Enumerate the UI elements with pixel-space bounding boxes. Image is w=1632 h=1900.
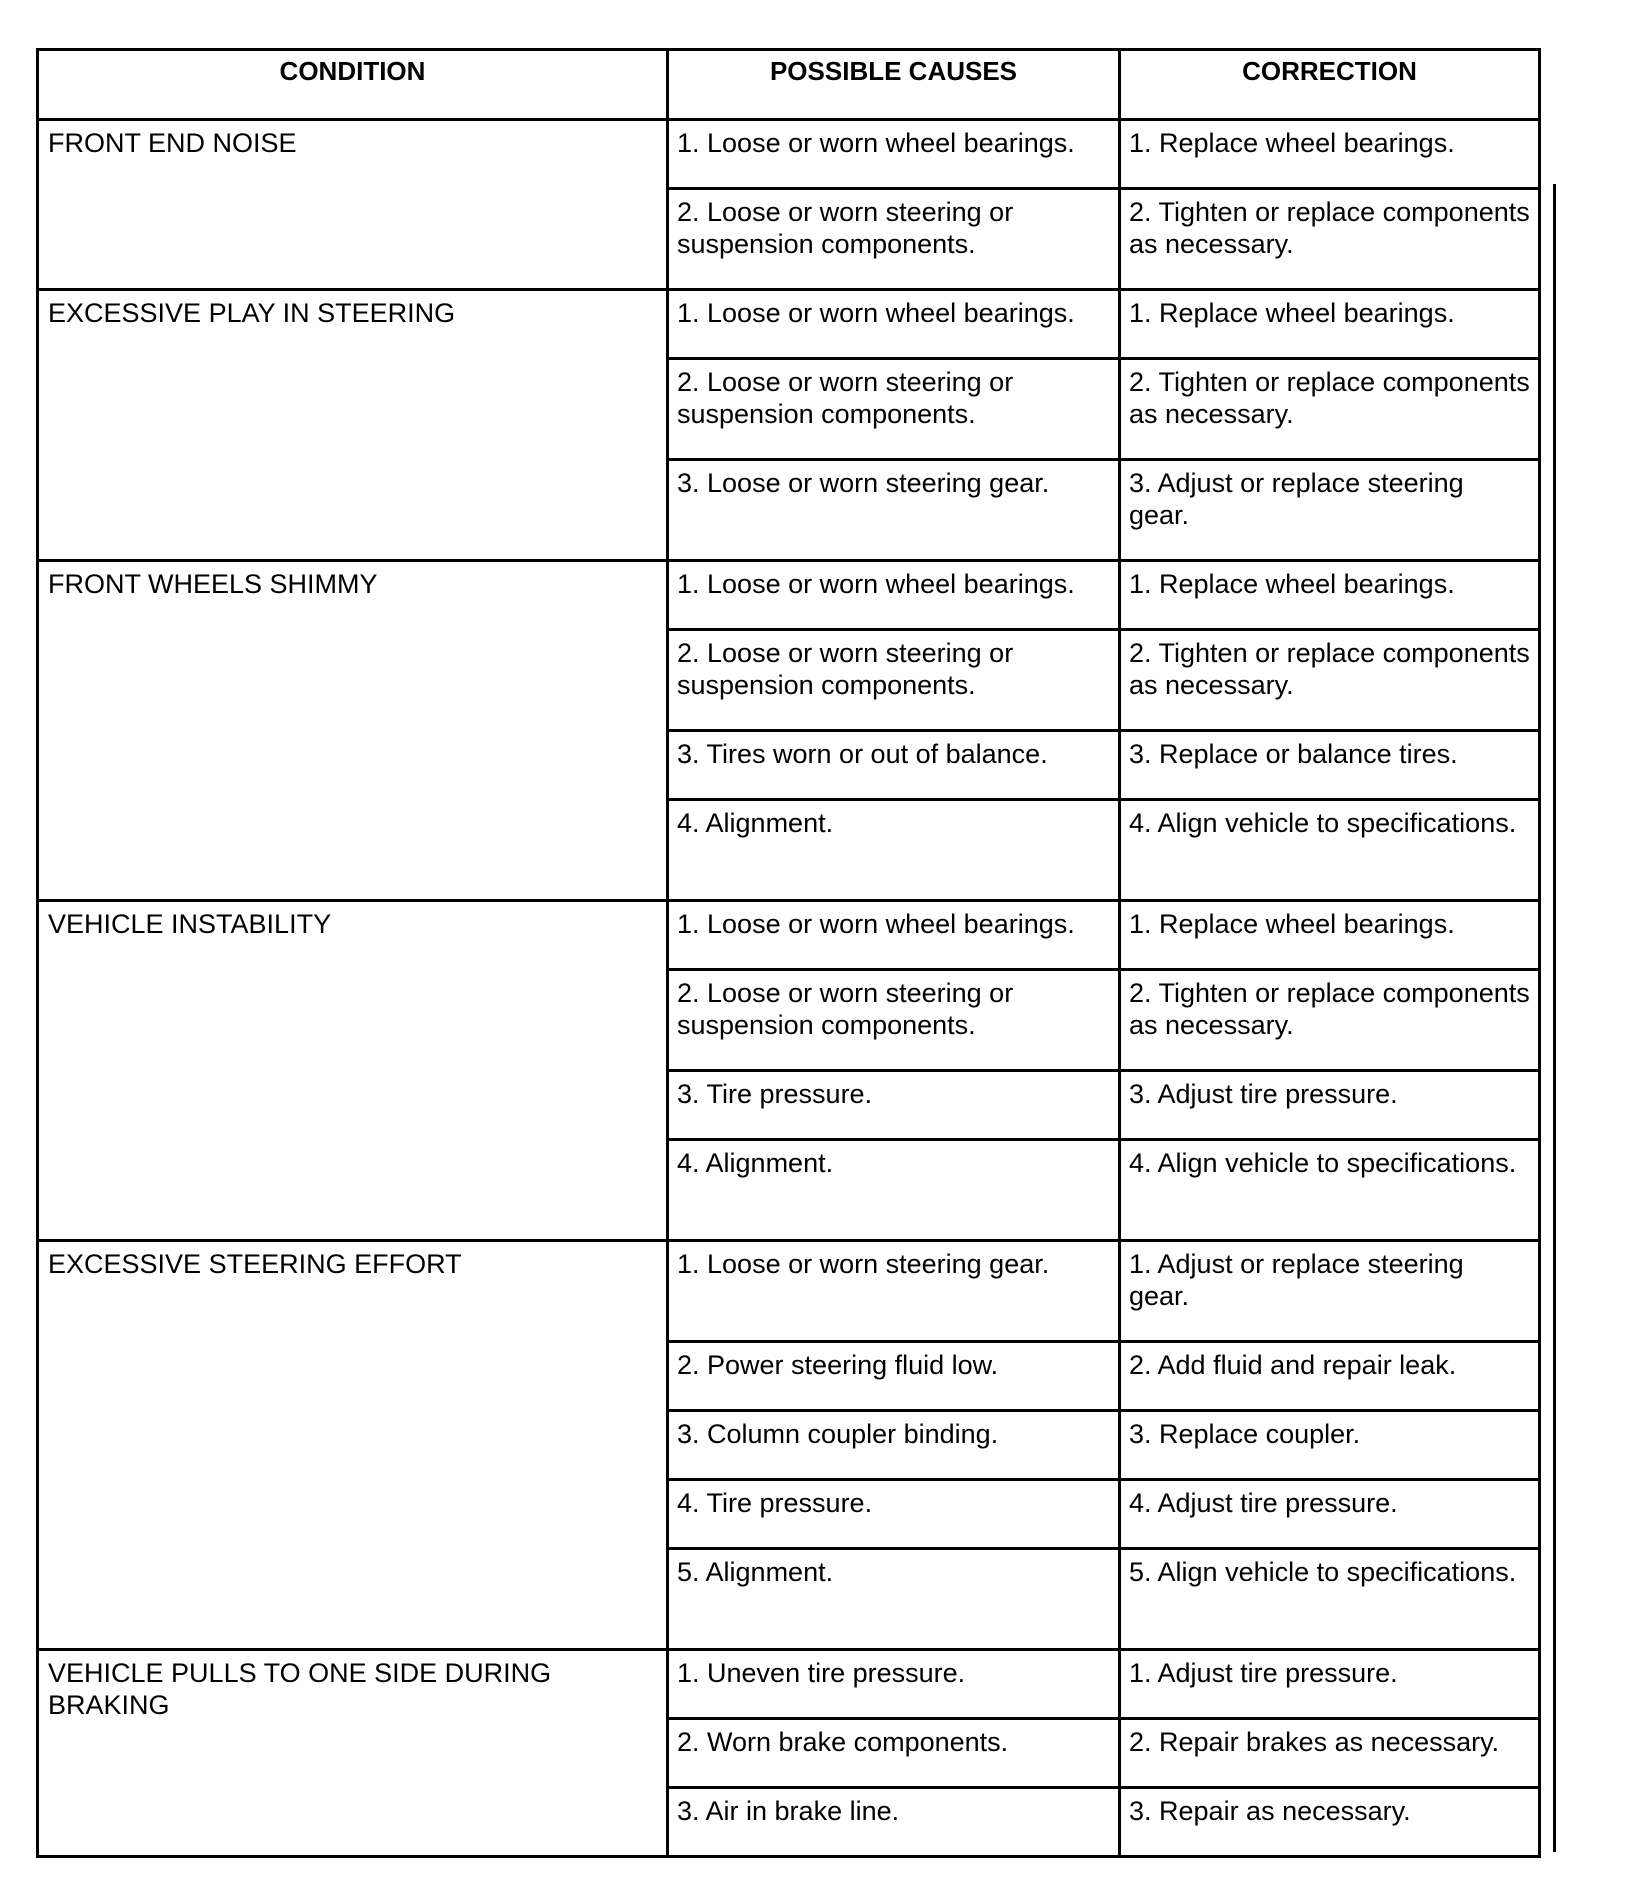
cause-cell: 3. Column coupler binding. — [668, 1411, 1120, 1480]
condition-cell: VEHICLE INSTABILITY — [38, 901, 668, 1241]
table-row — [38, 290, 1540, 359]
table-row — [38, 901, 1540, 970]
correction-cell: 2. Tighten or replace components as necessary. — [1120, 359, 1540, 460]
correction-cell: 2. Repair brakes as necessary. — [1120, 1719, 1540, 1788]
correction-cell: 2. Tighten or replace components as necessary. — [1120, 630, 1540, 731]
cause-cell: 4. Alignment. — [668, 1140, 1120, 1241]
cause-cell: 1. Loose or worn wheel bearings. — [668, 290, 1120, 359]
cause-cell: 5. Alignment. — [668, 1549, 1120, 1650]
cause-cell: 4. Alignment. — [668, 800, 1120, 901]
correction-cell: 1. Replace wheel bearings. — [1120, 561, 1540, 630]
correction-cell: 1. Replace wheel bearings. — [1120, 901, 1540, 970]
correction-cell: 3. Adjust tire pressure. — [1120, 1071, 1540, 1140]
correction-cell: 2. Tighten or replace components as necessary. — [1120, 189, 1540, 290]
cause-cell: 2. Loose or worn steering or suspension components. — [668, 970, 1120, 1071]
cause-cell: 2. Loose or worn steering or suspension components. — [668, 630, 1120, 731]
correction-cell: 4. Align vehicle to specifications. — [1120, 1140, 1540, 1241]
correction-cell: 1. Adjust tire pressure. — [1120, 1650, 1540, 1719]
table-row — [38, 120, 1540, 189]
header-row — [38, 50, 1540, 120]
cause-cell: 2. Power steering fluid low. — [668, 1342, 1120, 1411]
correction-cell: 3. Replace coupler. — [1120, 1411, 1540, 1480]
correction-cell: 4. Align vehicle to specifications. — [1120, 800, 1540, 901]
diagnosis-table — [36, 48, 1541, 1858]
table-row — [38, 561, 1540, 630]
cause-cell: 1. Uneven tire pressure. — [668, 1650, 1120, 1719]
correction-cell: 1. Adjust or replace steering gear. — [1120, 1241, 1540, 1342]
correction-cell: 2. Add fluid and repair leak. — [1120, 1342, 1540, 1411]
cause-cell: 3. Loose or worn steering gear. — [668, 460, 1120, 561]
condition-cell: FRONT WHEELS SHIMMY — [38, 561, 668, 901]
header-condition: CONDITION — [38, 50, 668, 120]
cause-cell: 1. Loose or worn wheel bearings. — [668, 901, 1120, 970]
cause-cell: 1. Loose or worn steering gear. — [668, 1241, 1120, 1342]
cause-cell: 4. Tire pressure. — [668, 1480, 1120, 1549]
cause-cell: 2. Worn brake components. — [668, 1719, 1120, 1788]
cause-cell: 3. Air in brake line. — [668, 1788, 1120, 1857]
cause-cell: 1. Loose or worn wheel bearings. — [668, 120, 1120, 189]
condition-cell: FRONT END NOISE — [38, 120, 668, 290]
correction-cell: 4. Adjust tire pressure. — [1120, 1480, 1540, 1549]
correction-cell: 3. Replace or balance tires. — [1120, 731, 1540, 800]
cause-cell: 3. Tires worn or out of balance. — [668, 731, 1120, 800]
correction-cell: 1. Replace wheel bearings. — [1120, 120, 1540, 189]
correction-cell: 5. Align vehicle to specifications. — [1120, 1549, 1540, 1650]
cause-cell: 2. Loose or worn steering or suspension components. — [668, 359, 1120, 460]
correction-cell: 2. Tighten or replace components as necessary. — [1120, 970, 1540, 1071]
condition-cell: EXCESSIVE STEERING EFFORT — [38, 1241, 668, 1650]
cause-cell: 2. Loose or worn steering or suspension components. — [668, 189, 1120, 290]
condition-cell: EXCESSIVE PLAY IN STEERING — [38, 290, 668, 561]
correction-cell: 3. Adjust or replace steering gear. — [1120, 460, 1540, 561]
cause-cell: 3. Tire pressure. — [668, 1071, 1120, 1140]
table-row — [38, 1650, 1540, 1719]
header-correction: CORRECTION — [1120, 50, 1540, 120]
header-possible-causes: POSSIBLE CAUSES — [668, 50, 1120, 120]
cause-cell: 1. Loose or worn wheel bearings. — [668, 561, 1120, 630]
table-row — [38, 1241, 1540, 1342]
condition-cell: VEHICLE PULLS TO ONE SIDE DURING BRAKING — [38, 1650, 668, 1857]
correction-cell: 3. Repair as necessary. — [1120, 1788, 1540, 1857]
correction-cell: 1. Replace wheel bearings. — [1120, 290, 1540, 359]
